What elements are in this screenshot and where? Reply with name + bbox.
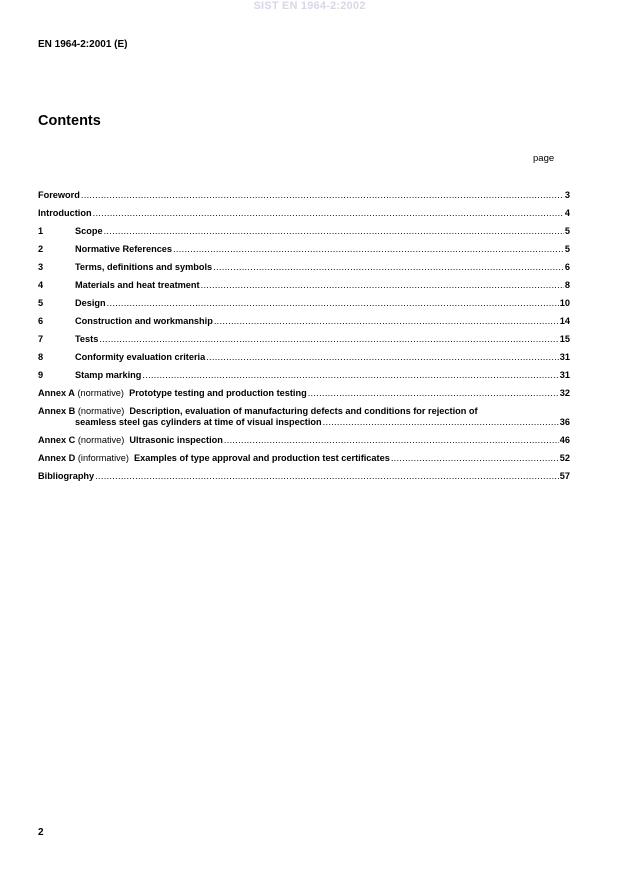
annex-type: (informative) xyxy=(77,453,129,463)
dot-leader xyxy=(391,453,559,464)
toc-label: Construction and workmanship xyxy=(75,316,213,326)
dot-leader xyxy=(206,352,559,363)
dot-leader xyxy=(81,190,564,201)
toc-number: 5 xyxy=(38,298,44,308)
toc-page: 5 xyxy=(564,244,570,254)
dot-leader xyxy=(104,226,564,237)
toc-page: 4 xyxy=(564,208,570,218)
toc-label: Introduction xyxy=(38,208,92,218)
toc-label: Scope xyxy=(75,226,103,236)
annex-prefix: Annex D xyxy=(38,453,76,463)
toc-page: 31 xyxy=(559,370,570,380)
toc-entry-2[interactable] xyxy=(38,244,570,255)
watermark: SIST EN 1964-2:2002 xyxy=(253,0,366,12)
dot-leader xyxy=(107,298,559,309)
toc-page: 57 xyxy=(559,471,570,481)
toc-entry-1[interactable] xyxy=(38,226,570,237)
dot-leader xyxy=(308,388,559,399)
annex-prefix: Annex C xyxy=(38,435,76,445)
document-id: EN 1964-2:2001 (E) xyxy=(38,39,128,50)
toc-label: Stamp marking xyxy=(75,370,142,380)
toc-number: 8 xyxy=(38,352,44,362)
annex-prefix: Annex A xyxy=(38,388,75,398)
toc-page: 10 xyxy=(559,298,570,308)
toc-label: Foreword xyxy=(38,190,80,200)
toc-page: 36 xyxy=(559,417,570,427)
annex-title: Ultrasonic inspection xyxy=(129,435,223,445)
toc-label: Materials and heat treatment xyxy=(75,280,200,290)
dot-leader xyxy=(93,208,564,219)
toc-entry-bibliography[interactable] xyxy=(38,471,570,482)
toc-entry-5[interactable] xyxy=(38,298,570,309)
toc-entry-introduction[interactable] xyxy=(38,208,570,219)
toc-number: 1 xyxy=(38,226,44,236)
toc-entry-4[interactable] xyxy=(38,280,570,291)
toc-label: Conformity evaluation criteria xyxy=(75,352,206,362)
dot-leader xyxy=(142,370,558,381)
annex-type: (normative) xyxy=(77,388,124,398)
dot-leader xyxy=(323,417,559,428)
toc-entry-annex-d[interactable] xyxy=(38,453,570,464)
annex-title: Examples of type approval and production test certificates xyxy=(134,453,390,463)
page-column-header: page xyxy=(533,153,555,164)
annex-type: (normative) xyxy=(77,435,125,445)
toc-page: 32 xyxy=(559,388,570,398)
page-number: 2 xyxy=(38,827,44,838)
annex-title: Description, evaluation of manufacturing defects and conditions for rejection of xyxy=(129,406,478,416)
toc-label: Bibliography xyxy=(38,471,95,481)
toc-page: 31 xyxy=(559,352,570,362)
dot-leader xyxy=(173,244,564,255)
toc-entry-foreword[interactable] xyxy=(38,190,570,201)
table-of-contents xyxy=(38,190,570,489)
toc-entry-9[interactable] xyxy=(38,370,570,381)
toc-page: 8 xyxy=(564,280,570,290)
annex-prefix: Annex B xyxy=(38,406,76,416)
toc-entry-8[interactable] xyxy=(38,352,570,363)
annex-type: (normative) xyxy=(77,406,125,416)
toc-entry-6[interactable] xyxy=(38,316,570,327)
toc-page: 46 xyxy=(559,435,570,445)
annex-title: Prototype testing and production testing xyxy=(129,388,307,398)
toc-number: 6 xyxy=(38,316,44,326)
toc-number: 3 xyxy=(38,262,44,272)
annex-title-continued: seamless steel gas cylinders at time of visual inspection xyxy=(75,417,322,427)
toc-label: Terms, definitions and symbols xyxy=(75,262,213,272)
dot-leader xyxy=(214,316,559,327)
toc-page: 14 xyxy=(559,316,570,326)
toc-number: 9 xyxy=(38,370,44,380)
toc-entry-annex-c[interactable] xyxy=(38,435,570,446)
toc-number: 7 xyxy=(38,334,44,344)
toc-page: 15 xyxy=(559,334,570,344)
page-title: Contents xyxy=(38,113,101,129)
dot-leader xyxy=(224,435,559,446)
toc-number: 4 xyxy=(38,280,44,290)
toc-page: 52 xyxy=(559,453,570,463)
dot-leader xyxy=(213,262,564,273)
dot-leader xyxy=(201,280,564,291)
toc-entry-3[interactable] xyxy=(38,262,570,273)
toc-entry-7[interactable] xyxy=(38,334,570,345)
toc-page: 3 xyxy=(564,190,570,200)
toc-label: Design xyxy=(75,298,106,308)
toc-entry-annex-b[interactable] xyxy=(38,406,570,428)
toc-entry-annex-a[interactable] xyxy=(38,388,570,399)
dot-leader xyxy=(99,334,558,345)
toc-number: 2 xyxy=(38,244,44,254)
toc-label: Tests xyxy=(75,334,99,344)
dot-leader xyxy=(95,471,559,482)
toc-page: 5 xyxy=(564,226,570,236)
toc-label: Normative References xyxy=(75,244,173,254)
toc-page: 6 xyxy=(564,262,570,272)
